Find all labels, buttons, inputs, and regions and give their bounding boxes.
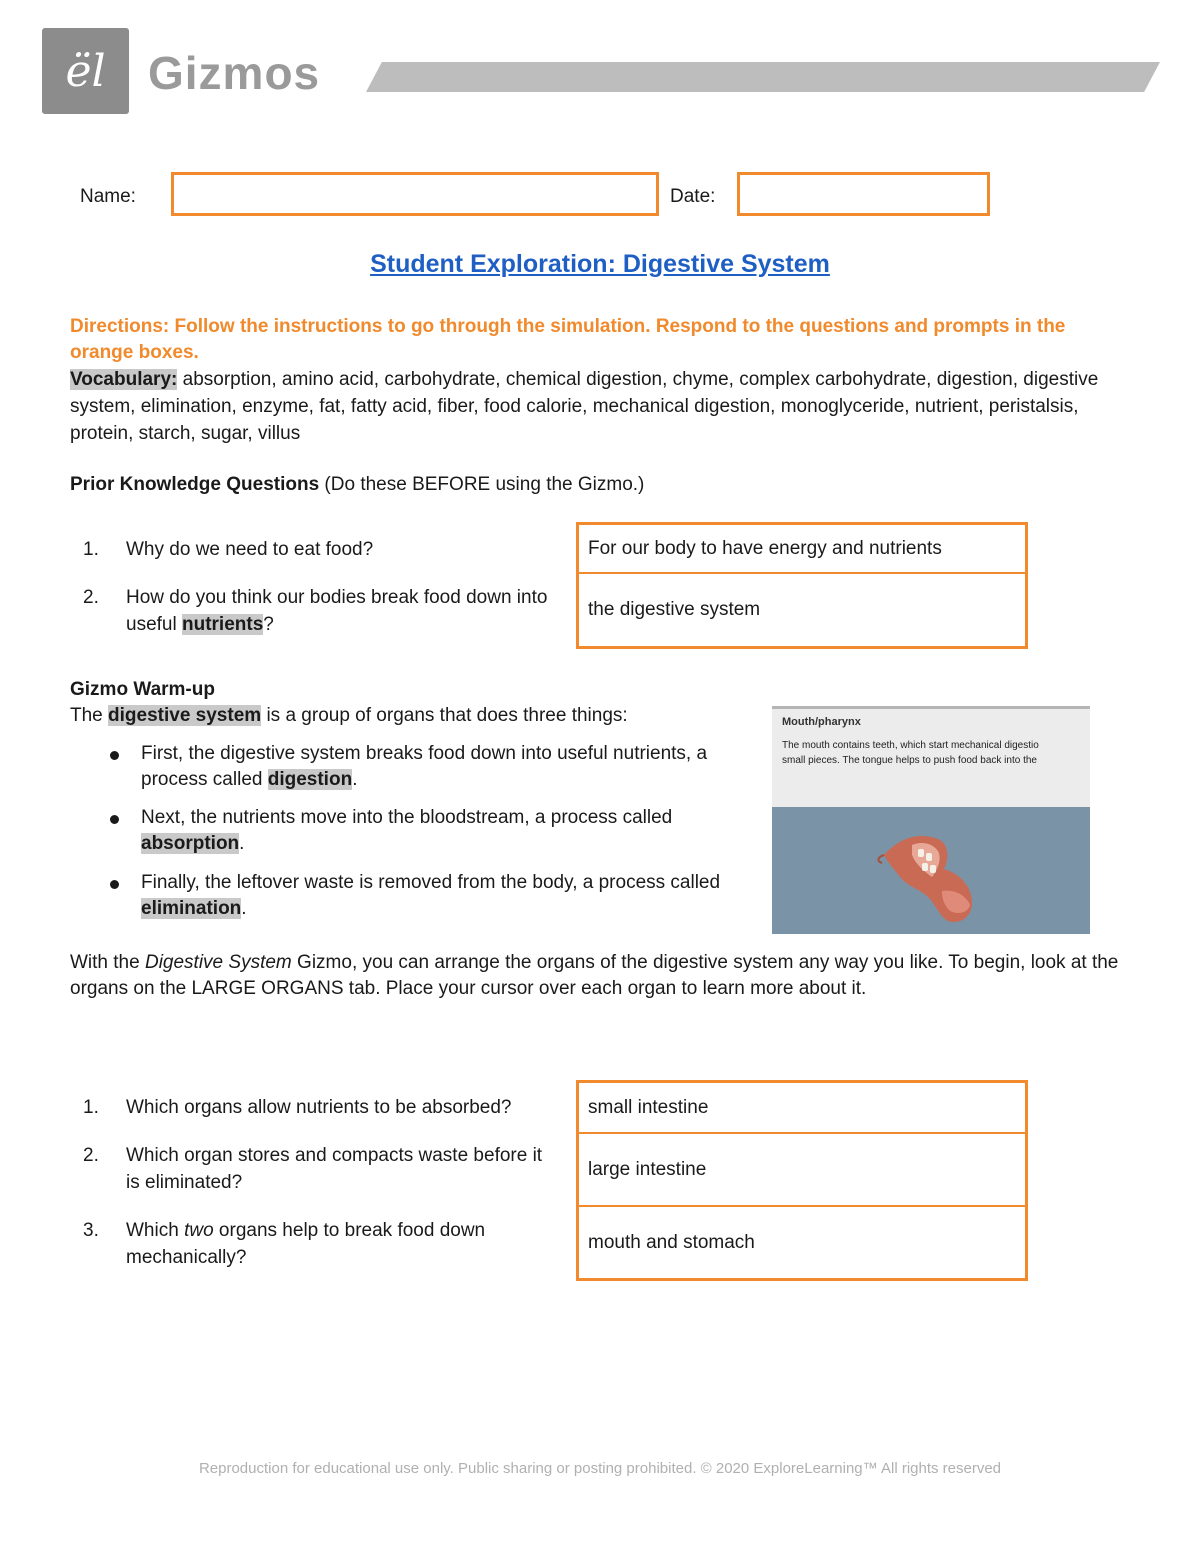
- warmup-q1-number: 1.: [83, 1097, 99, 1118]
- mouth-illustration: [772, 807, 1090, 934]
- warmup-answer-2[interactable]: large intestine: [579, 1134, 1025, 1207]
- warmup-intro-highlight: digestive system: [108, 705, 262, 726]
- warmup-answer-1[interactable]: small intestine: [579, 1083, 1025, 1134]
- bullet-2-highlight: absorption: [141, 833, 240, 854]
- para-pre: With the: [70, 952, 145, 973]
- prior-q1-text: Why do we need to eat food?: [126, 539, 374, 560]
- vocabulary-terms: absorption, amino acid, carbohydrate, chemical digestion, chyme, complex carbohydrate, digestion, digestive system, elimination, enzyme, fat, fatty acid, fiber, food calorie, mechanical digestion, monoglyceride, nutrient, peristalsis, protein, starch, sugar, villus: [70, 369, 1099, 444]
- prior-answer-box: [576, 522, 1028, 649]
- footer-copyright: Reproduction for educational use only. Public sharing or posting prohibited. © 2020 ExploreLearning™ All rights reserved: [198, 1460, 1002, 1477]
- warmup-q2-text: Which organ stores and compacts waste before it is eliminated?: [126, 1145, 543, 1193]
- prior-q2-text: [126, 584, 571, 638]
- q3-text-italic: two: [184, 1220, 214, 1241]
- name-field[interactable]: [171, 172, 659, 216]
- page-title: Student Exploration: Digestive System: [370, 250, 830, 278]
- bullet-dot: [110, 815, 119, 824]
- date-label: Date:: [670, 186, 716, 207]
- sim-description-line-1: The mouth contains teeth, which start mechanical digestio: [782, 740, 1039, 751]
- warmup-q1-text: Which organs allow nutrients to be absorbed?: [126, 1097, 512, 1118]
- header-bar: [366, 62, 1160, 92]
- warmup-intro: [70, 703, 750, 729]
- bullet-1-pre: First, the digestive system breaks food down into useful nutrients, a process called: [141, 743, 708, 790]
- q3-text-post: organs help to break food down mechanically?: [126, 1220, 486, 1268]
- prior-answer-1[interactable]: For our body to have energy and nutrients: [579, 525, 1025, 574]
- bullet-1-post: .: [352, 769, 358, 790]
- bullet-3-post: .: [241, 898, 247, 919]
- directions: Directions: Follow the instructions to go through the simulation. Respond to the questions and prompts in the orange boxes.: [70, 316, 1066, 363]
- bullet-2-post: .: [239, 833, 245, 854]
- bullet-dot: [110, 880, 119, 889]
- sim-title: Mouth/pharynx: [782, 716, 861, 728]
- warmup-q2-number: 2.: [83, 1145, 99, 1166]
- brand-name: Gizmos: [148, 47, 321, 99]
- vocabulary: [70, 366, 1130, 447]
- prior-heading-note: (Do these BEFORE using the Gizmo.): [319, 474, 645, 495]
- logo: [42, 28, 129, 114]
- warmup-intro-pre: The: [70, 705, 109, 726]
- prior-q2-text-pre: How do you think our bodies break food down into useful: [126, 587, 548, 635]
- warmup-heading: [70, 677, 215, 703]
- warmup-bullet-3: [141, 870, 746, 922]
- prior-q2-text-post: ?: [263, 614, 274, 635]
- sim-description-line-2: small pieces. The tongue helps to push food back into the: [782, 755, 1037, 766]
- warmup-bullet-1: [141, 741, 746, 793]
- logo-mark: ël: [65, 45, 106, 97]
- bullet-3-pre: Finally, the leftover waste is removed from the body, a process called: [141, 872, 721, 893]
- warmup-bullet-2: [141, 805, 721, 857]
- bullet-3-highlight: elimination: [141, 898, 242, 919]
- name-label: Name:: [80, 186, 136, 207]
- bullet-dot: [110, 751, 119, 760]
- warmup-answer-box: [576, 1080, 1028, 1281]
- prior-q2-number: 2.: [83, 587, 99, 608]
- date-field[interactable]: [737, 172, 990, 216]
- para-post: Gizmo, you can arrange the organs of the digestive system any way you like. To begin, look at the organs on the LARGE ORGANS tab. Place your cursor over each organ to learn more about it.: [70, 952, 1119, 999]
- warmup-q3-text: [126, 1217, 556, 1271]
- warmup-heading-text: Gizmo Warm-up: [70, 679, 215, 700]
- prior-q1-number: 1.: [83, 539, 99, 560]
- simulation-screenshot: [772, 706, 1090, 934]
- para-italic: Digestive System: [144, 952, 292, 973]
- prior-heading-text: Prior Knowledge Questions: [70, 474, 320, 495]
- sim-description: [782, 738, 1090, 768]
- warmup-paragraph: [70, 950, 1130, 1002]
- prior-q2-highlight: nutrients: [181, 614, 264, 635]
- warmup-intro-post: is a group of organs that does three things:: [261, 705, 628, 726]
- prior-answer-2[interactable]: the digestive system: [588, 599, 761, 620]
- prior-knowledge-heading: [70, 472, 644, 498]
- warmup-q3-number: 3.: [83, 1220, 99, 1241]
- q3-text-pre: Which: [126, 1220, 185, 1241]
- warmup-answer-3[interactable]: mouth and stomach: [588, 1231, 755, 1253]
- vocabulary-label: Vocabulary:: [70, 369, 178, 390]
- sim-viewport: [772, 807, 1090, 934]
- bullet-2-pre: Next, the nutrients move into the bloodstream, a process called: [141, 807, 673, 828]
- bullet-1-highlight: digestion: [267, 769, 353, 790]
